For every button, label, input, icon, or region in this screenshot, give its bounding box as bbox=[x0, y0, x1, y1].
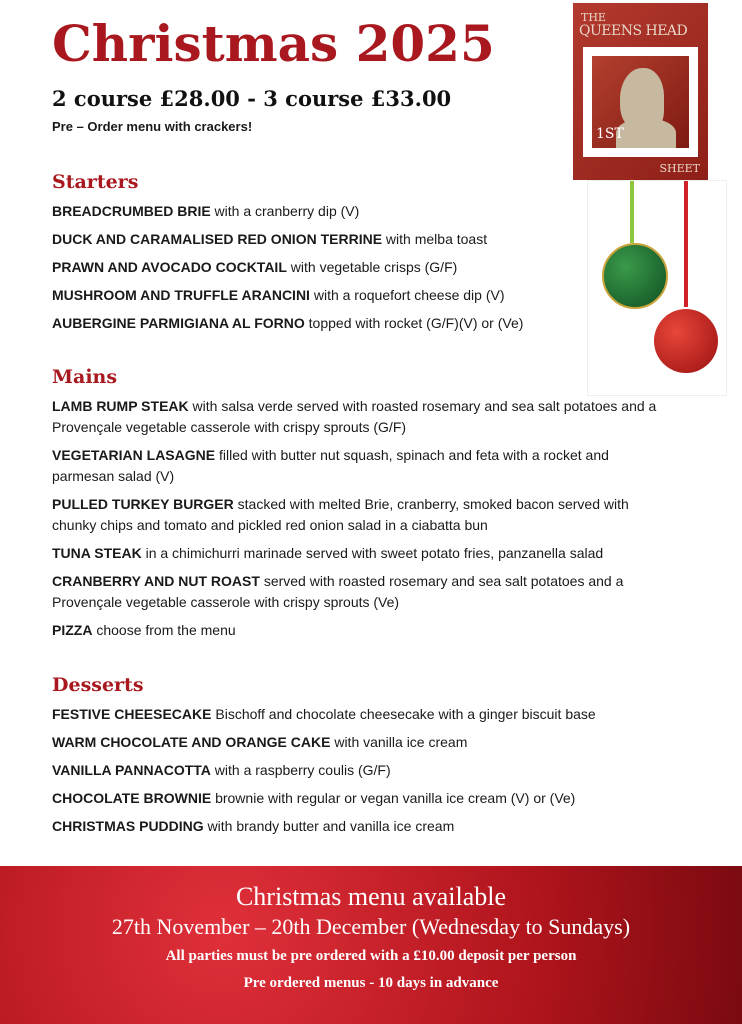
logo-sheet: SHEET bbox=[659, 162, 700, 175]
menu-item-desc: with a cranberry dip (V) bbox=[210, 203, 360, 219]
menu-item-desc: brownie with regular or vegan vanilla ice cream (V) or (Ve) bbox=[211, 790, 576, 806]
menu-item-desc: with melba toast bbox=[382, 231, 488, 247]
menu-item bbox=[52, 257, 692, 278]
desserts-section bbox=[52, 674, 692, 844]
mains-section bbox=[52, 366, 662, 648]
price-line: 2 course £28.00 - 3 course £33.00 bbox=[52, 86, 452, 111]
menu-item bbox=[52, 620, 662, 641]
menu-item-name: WARM CHOCOLATE AND ORANGE CAKE bbox=[52, 734, 331, 750]
menu-item-desc: in a chimichurri marinade served with sweet potato fries, panzanella salad bbox=[141, 545, 604, 561]
stamp-icon bbox=[583, 47, 698, 157]
menu-item-name: PIZZA bbox=[52, 622, 93, 638]
menu-item-name: VEGETARIAN LASAGNE bbox=[52, 447, 216, 463]
footer-dates: 27th November – 20th December (Wednesday to Sundays) bbox=[111, 914, 631, 939]
menu-item-desc: served with roasted rosemary and sea salt potatoes and a Provençale vegetable casserole with crispy sprouts (Ve) bbox=[52, 573, 624, 610]
menu-item-desc: with a raspberry coulis (G/F) bbox=[210, 762, 391, 778]
menu-item-desc: with a roquefort cheese dip (V) bbox=[309, 287, 505, 303]
menu-item-name: PRAWN AND AVOCADO COCKTAIL bbox=[52, 259, 287, 275]
menu-item-name: AUBERGINE PARMIGIANA AL FORNO bbox=[52, 315, 305, 331]
menu-item-name: CRANBERRY AND NUT ROAST bbox=[52, 573, 260, 589]
menu-item-desc: topped with rocket (G/F)(V) or (Ve) bbox=[304, 315, 524, 331]
page-title: Christmas 2025 bbox=[52, 14, 495, 73]
menu-item-name: TUNA STEAK bbox=[52, 545, 142, 561]
menu-item-name: FESTIVE CHEESECAKE bbox=[52, 706, 212, 722]
menu-item-desc: choose from the menu bbox=[92, 622, 236, 638]
menu-item-desc: with brandy butter and vanilla ice cream bbox=[203, 818, 455, 834]
menu-item bbox=[52, 816, 692, 837]
footer-advance: Pre ordered menus - 10 days in advance bbox=[243, 975, 499, 991]
menu-item bbox=[52, 445, 662, 487]
footer-banner bbox=[0, 866, 742, 1024]
menu-item-name: LAMB RUMP STEAK bbox=[52, 398, 189, 414]
menu-item-name: MUSHROOM AND TRUFFLE ARANCINI bbox=[52, 287, 310, 303]
footer-deposit: All parties must be pre ordered with a £10.00 deposit per person bbox=[165, 948, 577, 964]
queens-head-logo bbox=[573, 3, 708, 180]
menu-item bbox=[52, 732, 692, 753]
menu-item bbox=[52, 229, 692, 250]
menu-item-name: BREADCRUMBED BRIE bbox=[52, 203, 211, 219]
menu-item bbox=[52, 543, 662, 564]
section-heading: Starters bbox=[52, 171, 139, 193]
menu-item-desc: with vegetable crisps (G/F) bbox=[286, 259, 458, 275]
menu-item-name: VANILLA PANNACOTTA bbox=[52, 762, 211, 778]
logo-first: 1ST bbox=[596, 126, 624, 142]
menu-item-desc: with vanilla ice cream bbox=[330, 734, 468, 750]
logo-line1: THE bbox=[581, 11, 606, 24]
menu-item-desc: with salsa verde served with roasted rosemary and sea salt potatoes and a Provençale vegetable casserole with crispy sprouts (G/F) bbox=[52, 398, 657, 435]
menu-item-desc: stacked with melted Brie, cranberry, smoked bacon served with chunky chips and tomato and pickled red onion salad in a ciabatta bun bbox=[52, 496, 629, 533]
preorder-note: Pre – Order menu with crackers! bbox=[52, 119, 253, 134]
logo-line2: QUEENS HEAD bbox=[579, 23, 688, 39]
menu-item bbox=[52, 760, 692, 781]
menu-item bbox=[52, 285, 692, 306]
menu-item bbox=[52, 571, 662, 613]
starters-section bbox=[52, 171, 692, 341]
menu-item-name: CHRISTMAS PUDDING bbox=[52, 818, 204, 834]
menu-item bbox=[52, 201, 692, 222]
menu-item bbox=[52, 788, 692, 809]
menu-item bbox=[52, 494, 662, 536]
menu-item-name: CHOCOLATE BROWNIE bbox=[52, 790, 212, 806]
section-heading: Desserts bbox=[52, 674, 144, 696]
section-heading: Mains bbox=[52, 366, 118, 388]
menu-item-name: DUCK AND CARAMALISED RED ONION TERRINE bbox=[52, 231, 383, 247]
footer-title: Christmas menu available bbox=[235, 882, 507, 911]
menu-item-name: PULLED TURKEY BURGER bbox=[52, 496, 234, 512]
menu-item bbox=[52, 313, 692, 334]
menu-item-desc: Bischoff and chocolate cheesecake with a ginger biscuit base bbox=[211, 706, 596, 722]
menu-item bbox=[52, 396, 662, 438]
menu-item bbox=[52, 704, 692, 725]
menu-item-desc: filled with butter nut squash, spinach and feta with a rocket and parmesan salad (V) bbox=[52, 447, 609, 484]
